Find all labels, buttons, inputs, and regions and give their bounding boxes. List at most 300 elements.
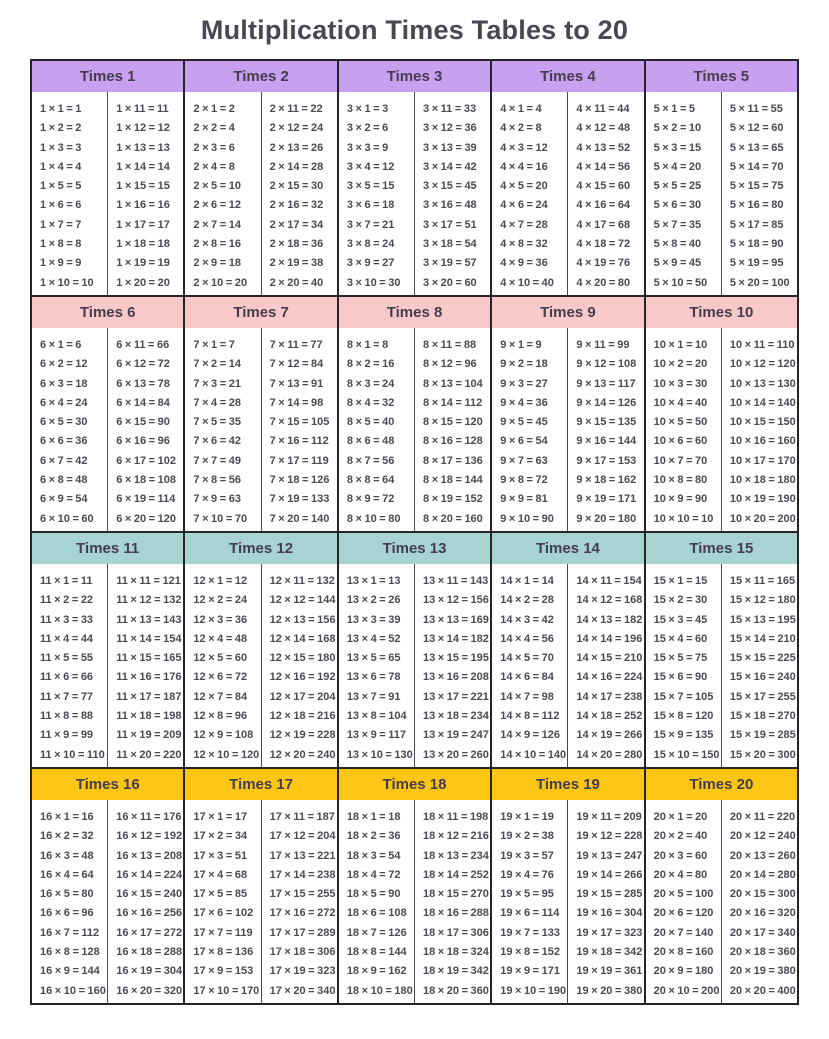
equation: 5 × 7 = 35 — [653, 218, 702, 231]
times-table-1 — [32, 61, 183, 295]
equation: 11 × 16 = 176 — [116, 671, 182, 684]
equation: 2 × 12 = 24 — [269, 122, 324, 135]
equation-column-left — [32, 92, 108, 295]
equation: 11 × 2 = 22 — [40, 594, 94, 607]
equation: 6 × 10 = 60 — [40, 512, 94, 525]
equation: 3 × 15 = 45 — [423, 180, 477, 193]
equation: 7 × 11 = 77 — [269, 339, 323, 351]
equation: 4 × 8 = 32 — [500, 238, 548, 251]
equation: 20 × 4 = 80 — [653, 868, 708, 881]
equation-column-right — [415, 92, 490, 295]
equation: 15 × 10 = 150 — [653, 748, 720, 761]
times-table-3 — [337, 61, 490, 295]
table-body — [492, 92, 643, 295]
equation: 18 × 2 = 36 — [346, 830, 401, 843]
equation-column-right — [108, 92, 183, 295]
equation: 7 × 10 = 70 — [193, 512, 248, 525]
equation: 18 × 6 = 108 — [346, 907, 407, 920]
equation: 2 × 13 = 26 — [269, 141, 324, 154]
equation: 2 × 19 = 38 — [269, 257, 324, 270]
equation-column-right — [415, 328, 490, 531]
equation: 10 × 12 = 120 — [729, 358, 796, 371]
equation: 1 × 10 = 10 — [40, 276, 94, 289]
equation: 3 × 18 = 54 — [423, 238, 477, 251]
equation: 20 × 7 = 140 — [653, 926, 714, 939]
equation: 9 × 2 = 18 — [500, 358, 548, 371]
equation: 14 × 3 = 42 — [500, 613, 554, 626]
equation: 20 × 12 = 240 — [729, 830, 796, 843]
equation: 20 × 6 = 120 — [653, 907, 714, 920]
equation: 8 × 4 = 32 — [346, 396, 395, 409]
table-body — [32, 328, 183, 531]
equation: 2 × 16 = 32 — [269, 199, 324, 212]
equation: 15 × 4 = 60 — [653, 632, 708, 645]
equation: 9 × 12 = 108 — [576, 358, 637, 371]
equation-column-right — [415, 564, 490, 767]
equation: 16 × 20 = 320 — [116, 984, 183, 997]
equation: 15 × 13 = 195 — [729, 613, 796, 626]
equation: 13 × 8 = 104 — [346, 710, 407, 723]
equation: 9 × 16 = 144 — [576, 435, 637, 448]
times-table-19 — [490, 769, 643, 1003]
equation: 16 × 12 = 192 — [116, 830, 183, 843]
equation: 8 × 9 = 72 — [346, 493, 395, 506]
equation: 11 × 4 = 44 — [40, 632, 94, 645]
equation: 2 × 20 = 40 — [269, 276, 324, 289]
equation: 17 × 16 = 272 — [269, 907, 336, 920]
equation: 6 × 14 = 84 — [116, 396, 170, 409]
equation: 6 × 7 = 42 — [40, 454, 88, 467]
equation: 19 × 15 = 285 — [576, 888, 643, 901]
equation: 18 × 17 = 306 — [423, 926, 489, 939]
equation: 13 × 18 = 234 — [423, 710, 489, 723]
table-body — [492, 564, 643, 767]
equation-column-right — [262, 328, 337, 531]
equation: 5 × 10 = 50 — [653, 276, 708, 289]
equation: 10 × 6 = 60 — [653, 435, 708, 448]
equation: 12 × 20 = 240 — [269, 748, 336, 761]
equation: 12 × 8 = 96 — [193, 710, 248, 723]
equation: 7 × 1 = 7 — [193, 339, 235, 351]
equation: 19 × 5 = 95 — [500, 888, 554, 901]
equation: 13 × 6 = 78 — [346, 671, 401, 684]
equation: 12 × 16 = 192 — [269, 671, 336, 684]
equation: 3 × 13 = 39 — [423, 141, 477, 154]
equation: 8 × 18 = 144 — [423, 474, 483, 487]
equation: 11 × 17 = 187 — [116, 690, 182, 703]
equation: 10 × 20 = 200 — [729, 512, 796, 525]
equation: 17 × 19 = 323 — [269, 965, 336, 978]
equation: 14 × 13 = 182 — [576, 613, 643, 626]
table-body — [185, 564, 336, 767]
equation: 17 × 2 = 34 — [193, 830, 248, 843]
equation: 17 × 9 = 153 — [193, 965, 254, 978]
equation: 20 × 2 = 40 — [653, 830, 708, 843]
table-body — [646, 564, 797, 767]
equation: 8 × 19 = 152 — [423, 493, 483, 506]
times-table-6 — [32, 297, 183, 531]
equation: 2 × 4 = 8 — [193, 160, 235, 173]
equation: 3 × 16 = 48 — [423, 199, 477, 212]
equation: 19 × 16 = 304 — [576, 907, 643, 920]
equation: 2 × 9 = 18 — [193, 257, 241, 270]
equation: 8 × 1 = 8 — [346, 339, 389, 351]
equation: 13 × 13 = 169 — [423, 613, 489, 626]
equation: 12 × 14 = 168 — [269, 632, 336, 645]
equation-column-right — [568, 328, 643, 531]
equation: 9 × 17 = 153 — [576, 454, 637, 467]
times-table-17 — [183, 769, 336, 1003]
equation: 10 × 19 = 190 — [729, 493, 796, 506]
equation: 19 × 2 = 38 — [500, 830, 554, 843]
equation: 3 × 5 = 15 — [346, 180, 395, 193]
equation: 11 × 6 = 66 — [40, 671, 94, 684]
equation: 18 × 9 = 162 — [346, 965, 407, 978]
equation: 16 × 3 = 48 — [40, 849, 94, 862]
equation: 4 × 19 = 76 — [576, 257, 631, 270]
equation: 7 × 16 = 112 — [269, 435, 329, 448]
equation: 17 × 10 = 170 — [193, 984, 260, 997]
times-table-11 — [32, 533, 183, 767]
equation-column-right — [262, 800, 337, 1003]
equation-column-left — [185, 92, 261, 295]
table-header: Times 8 — [339, 297, 490, 328]
equation: 20 × 14 = 280 — [729, 868, 796, 881]
equation: 12 × 19 = 228 — [269, 729, 336, 742]
equation: 5 × 3 = 15 — [653, 141, 702, 154]
equation-column-right — [722, 328, 797, 531]
equation: 2 × 6 = 12 — [193, 199, 241, 212]
equation-column-left — [646, 328, 722, 531]
table-header: Times 4 — [492, 61, 643, 92]
table-body — [492, 328, 643, 531]
equation: 18 × 16 = 288 — [423, 907, 489, 920]
table-body — [339, 328, 490, 531]
equation: 18 × 11 = 198 — [423, 811, 489, 823]
table-header: Times 16 — [32, 769, 183, 800]
equation: 7 × 8 = 56 — [193, 474, 241, 487]
equation: 9 × 3 = 27 — [500, 377, 548, 390]
equation: 13 × 15 = 195 — [423, 652, 489, 665]
equation: 16 × 8 = 128 — [40, 946, 100, 959]
equation-column-right — [108, 800, 183, 1003]
equation: 19 × 17 = 323 — [576, 926, 643, 939]
equation: 9 × 5 = 45 — [500, 416, 548, 429]
equation: 6 × 13 = 78 — [116, 377, 170, 390]
equation: 17 × 7 = 119 — [193, 926, 253, 939]
equation: 5 × 6 = 30 — [653, 199, 702, 212]
equation: 11 × 13 = 143 — [116, 613, 182, 626]
page-title: Multiplication Times Tables to 20 — [200, 15, 629, 45]
equation: 17 × 20 = 340 — [269, 984, 336, 997]
equation-column-left — [646, 800, 722, 1003]
equation: 11 × 9 = 99 — [40, 729, 94, 742]
equation: 16 × 10 = 160 — [40, 984, 106, 997]
equation: 2 × 3 = 6 — [193, 141, 235, 154]
equation: 2 × 7 = 14 — [193, 218, 241, 231]
times-table-14 — [490, 533, 643, 767]
equation: 14 × 9 = 126 — [500, 729, 560, 742]
equation-column-left — [339, 564, 415, 767]
equation: 3 × 11 = 33 — [423, 103, 477, 115]
equation: 10 × 3 = 30 — [653, 377, 708, 390]
equation: 15 × 1 = 15 — [653, 575, 708, 587]
equation: 1 × 5 = 5 — [40, 180, 82, 193]
equation: 8 × 17 = 136 — [423, 454, 483, 467]
equation: 11 × 3 = 33 — [40, 613, 94, 626]
equation: 6 × 17 = 102 — [116, 454, 176, 467]
equation: 17 × 3 = 51 — [193, 849, 248, 862]
equation: 19 × 6 = 114 — [500, 907, 560, 920]
equation: 3 × 8 = 24 — [346, 238, 395, 251]
equation: 5 × 18 = 90 — [729, 238, 784, 251]
table-body — [646, 328, 797, 531]
equation: 9 × 13 = 117 — [576, 377, 636, 390]
equation: 15 × 7 = 105 — [653, 690, 714, 703]
times-table-9 — [490, 297, 643, 531]
equation: 20 × 15 = 300 — [729, 888, 796, 901]
equation: 4 × 4 = 16 — [500, 160, 548, 173]
equation: 6 × 3 = 18 — [40, 377, 88, 390]
equation-column-left — [339, 328, 415, 531]
equation: 15 × 16 = 240 — [729, 671, 796, 684]
equation: 17 × 14 = 238 — [269, 868, 336, 881]
equation: 19 × 18 = 342 — [576, 946, 643, 959]
equation: 4 × 18 = 72 — [576, 238, 631, 251]
equation: 18 × 14 = 252 — [423, 868, 489, 881]
equation: 16 × 13 = 208 — [116, 849, 183, 862]
equation: 7 × 13 = 91 — [269, 377, 324, 390]
equation: 9 × 20 = 180 — [576, 512, 637, 525]
equation: 18 × 20 = 360 — [423, 984, 489, 997]
equation-column-right — [722, 564, 797, 767]
equation: 7 × 9 = 63 — [193, 493, 241, 506]
equation: 8 × 3 = 24 — [346, 377, 395, 390]
equation: 11 × 19 = 209 — [116, 729, 182, 742]
equation: 4 × 9 = 36 — [500, 257, 548, 270]
equation: 14 × 8 = 112 — [500, 710, 560, 723]
equation: 5 × 16 = 80 — [729, 199, 784, 212]
equation: 15 × 5 = 75 — [653, 652, 708, 665]
equation: 14 × 7 = 98 — [500, 690, 554, 703]
equation: 1 × 2 = 2 — [40, 122, 82, 135]
equation: 11 × 10 = 110 — [40, 748, 105, 761]
equation: 7 × 7 = 49 — [193, 454, 241, 467]
equation: 16 × 19 = 304 — [116, 965, 183, 978]
table-body — [32, 92, 183, 295]
equation: 13 × 7 = 91 — [346, 690, 401, 703]
equation: 14 × 12 = 168 — [576, 594, 643, 607]
times-table-8 — [337, 297, 490, 531]
equation: 1 × 14 = 14 — [116, 160, 170, 173]
equation: 18 × 7 = 126 — [346, 926, 407, 939]
equation: 17 × 5 = 85 — [193, 888, 248, 901]
equation: 8 × 2 = 16 — [346, 358, 395, 371]
equation: 5 × 14 = 70 — [729, 160, 784, 173]
equation: 2 × 10 = 20 — [193, 276, 248, 289]
table-header: Times 7 — [185, 297, 336, 328]
times-table-15 — [644, 533, 797, 767]
equation: 10 × 15 = 150 — [729, 416, 796, 429]
equation: 15 × 11 = 165 — [729, 575, 796, 587]
equation: 19 × 9 = 171 — [500, 965, 560, 978]
times-band-4 — [32, 767, 797, 1003]
equation: 14 × 5 = 70 — [500, 652, 554, 665]
equation: 12 × 4 = 48 — [193, 632, 248, 645]
equation: 16 × 2 = 32 — [40, 830, 94, 843]
table-header: Times 13 — [339, 533, 490, 564]
equation: 18 × 13 = 234 — [423, 849, 489, 862]
equation: 17 × 11 = 187 — [269, 811, 335, 823]
equation: 10 × 10 = 10 — [653, 512, 714, 525]
table-header: Times 2 — [185, 61, 336, 92]
equation: 3 × 7 = 21 — [346, 218, 395, 231]
equation: 16 × 16 = 256 — [116, 907, 183, 920]
equation: 10 × 16 = 160 — [729, 435, 796, 448]
equation: 6 × 12 = 72 — [116, 358, 170, 371]
equation: 20 × 16 = 320 — [729, 907, 796, 920]
table-header: Times 17 — [185, 769, 336, 800]
equation: 4 × 14 = 56 — [576, 160, 631, 173]
equation: 19 × 7 = 133 — [500, 926, 560, 939]
equation: 4 × 16 = 64 — [576, 199, 631, 212]
equation: 15 × 17 = 255 — [729, 690, 796, 703]
equation: 6 × 2 = 12 — [40, 358, 88, 371]
equation: 5 × 15 = 75 — [729, 180, 784, 193]
equation: 8 × 7 = 56 — [346, 454, 395, 467]
equation: 7 × 2 = 14 — [193, 358, 241, 371]
equation: 1 × 19 = 19 — [116, 257, 170, 270]
equation-column-left — [646, 92, 722, 295]
equation: 11 × 5 = 55 — [40, 652, 94, 665]
equation: 4 × 1 = 4 — [500, 103, 542, 115]
equation: 19 × 3 = 57 — [500, 849, 554, 862]
equation: 4 × 7 = 28 — [500, 218, 548, 231]
equation: 4 × 10 = 40 — [500, 276, 554, 289]
equation-column-left — [339, 800, 415, 1003]
equation: 14 × 16 = 224 — [576, 671, 643, 684]
equation: 10 × 14 = 140 — [729, 396, 796, 409]
equation: 8 × 20 = 160 — [423, 512, 483, 525]
times-band-1 — [32, 61, 797, 295]
table-header: Times 3 — [339, 61, 490, 92]
table-body — [646, 800, 797, 1003]
equation: 9 × 19 = 171 — [576, 493, 637, 506]
equation: 9 × 18 = 162 — [576, 474, 637, 487]
equation: 12 × 17 = 204 — [269, 690, 336, 703]
equation-column-right — [262, 564, 337, 767]
equation: 17 × 8 = 136 — [193, 946, 254, 959]
equation: 4 × 11 = 44 — [576, 103, 630, 115]
table-body — [185, 328, 336, 531]
equation: 15 × 2 = 30 — [653, 594, 708, 607]
equation: 16 × 18 = 288 — [116, 946, 183, 959]
equation: 11 × 15 = 165 — [116, 652, 182, 665]
equation: 5 × 11 = 55 — [729, 103, 783, 115]
equation: 15 × 8 = 120 — [653, 710, 714, 723]
equation: 14 × 1 = 14 — [500, 575, 554, 587]
equation: 12 × 12 = 144 — [269, 594, 336, 607]
equation: 3 × 19 = 57 — [423, 257, 477, 270]
equation: 7 × 5 = 35 — [193, 416, 241, 429]
equation: 15 × 6 = 90 — [653, 671, 708, 684]
equation: 15 × 19 = 285 — [729, 729, 796, 742]
equation: 18 × 3 = 54 — [346, 849, 401, 862]
equation: 14 × 18 = 252 — [576, 710, 643, 723]
equation: 9 × 4 = 36 — [500, 396, 548, 409]
equation: 11 × 8 = 88 — [40, 710, 94, 723]
equation: 15 × 3 = 45 — [653, 613, 708, 626]
equation: 2 × 14 = 28 — [269, 160, 324, 173]
equation: 6 × 15 = 90 — [116, 416, 170, 429]
times-table-10 — [644, 297, 797, 531]
equation-column-right — [262, 92, 337, 295]
equation: 14 × 17 = 238 — [576, 690, 643, 703]
table-header: Times 14 — [492, 533, 643, 564]
equation: 17 × 13 = 221 — [269, 849, 336, 862]
equation: 2 × 15 = 30 — [269, 180, 324, 193]
equation: 2 × 1 = 2 — [193, 103, 235, 115]
equation-column-left — [185, 564, 261, 767]
equation: 10 × 7 = 70 — [653, 454, 708, 467]
equation: 7 × 15 = 105 — [269, 416, 330, 429]
equation: 20 × 10 = 200 — [653, 984, 720, 997]
equation: 5 × 20 = 100 — [729, 276, 790, 289]
equation: 9 × 9 = 81 — [500, 493, 548, 506]
equation: 5 × 17 = 85 — [729, 218, 784, 231]
equation: 20 × 8 = 160 — [653, 946, 714, 959]
equation: 3 × 17 = 51 — [423, 218, 477, 231]
equation: 11 × 7 = 77 — [40, 690, 94, 703]
equation-column-left — [339, 92, 415, 295]
equation: 10 × 8 = 80 — [653, 474, 708, 487]
equation: 12 × 6 = 72 — [193, 671, 248, 684]
table-body — [339, 92, 490, 295]
times-table-18 — [337, 769, 490, 1003]
equation: 20 × 20 = 400 — [729, 984, 796, 997]
equation: 10 × 4 = 40 — [653, 396, 708, 409]
equation: 17 × 18 = 306 — [269, 946, 336, 959]
equation: 19 × 1 = 19 — [500, 811, 554, 823]
equation: 18 × 4 = 72 — [346, 868, 401, 881]
equation: 15 × 12 = 180 — [729, 594, 796, 607]
equation: 20 × 3 = 60 — [653, 849, 708, 862]
table-header: Times 10 — [646, 297, 797, 328]
equation: 5 × 4 = 20 — [653, 160, 702, 173]
equation: 5 × 1 = 5 — [653, 103, 696, 115]
equation: 18 × 5 = 90 — [346, 888, 401, 901]
equation: 16 × 17 = 272 — [116, 926, 183, 939]
equation-column-left — [185, 800, 261, 1003]
equation: 7 × 4 = 28 — [193, 396, 241, 409]
equation: 14 × 10 = 140 — [500, 748, 567, 761]
equation: 3 × 1 = 3 — [346, 103, 389, 115]
equation: 16 × 9 = 144 — [40, 965, 100, 978]
table-header: Times 19 — [492, 769, 643, 800]
equation: 20 × 17 = 340 — [729, 926, 796, 939]
equation: 13 × 14 = 182 — [423, 632, 489, 645]
equation: 20 × 19 = 380 — [729, 965, 796, 978]
equation: 5 × 19 = 95 — [729, 257, 784, 270]
equation: 1 × 7 = 7 — [40, 218, 82, 231]
equation: 1 × 16 = 16 — [116, 199, 170, 212]
equation: 2 × 5 = 10 — [193, 180, 241, 193]
equation: 1 × 8 = 8 — [40, 238, 82, 251]
times-table-20 — [644, 769, 797, 1003]
equation: 3 × 10 = 30 — [346, 276, 401, 289]
equation-column-left — [492, 564, 568, 767]
equation: 4 × 2 = 8 — [500, 122, 542, 135]
